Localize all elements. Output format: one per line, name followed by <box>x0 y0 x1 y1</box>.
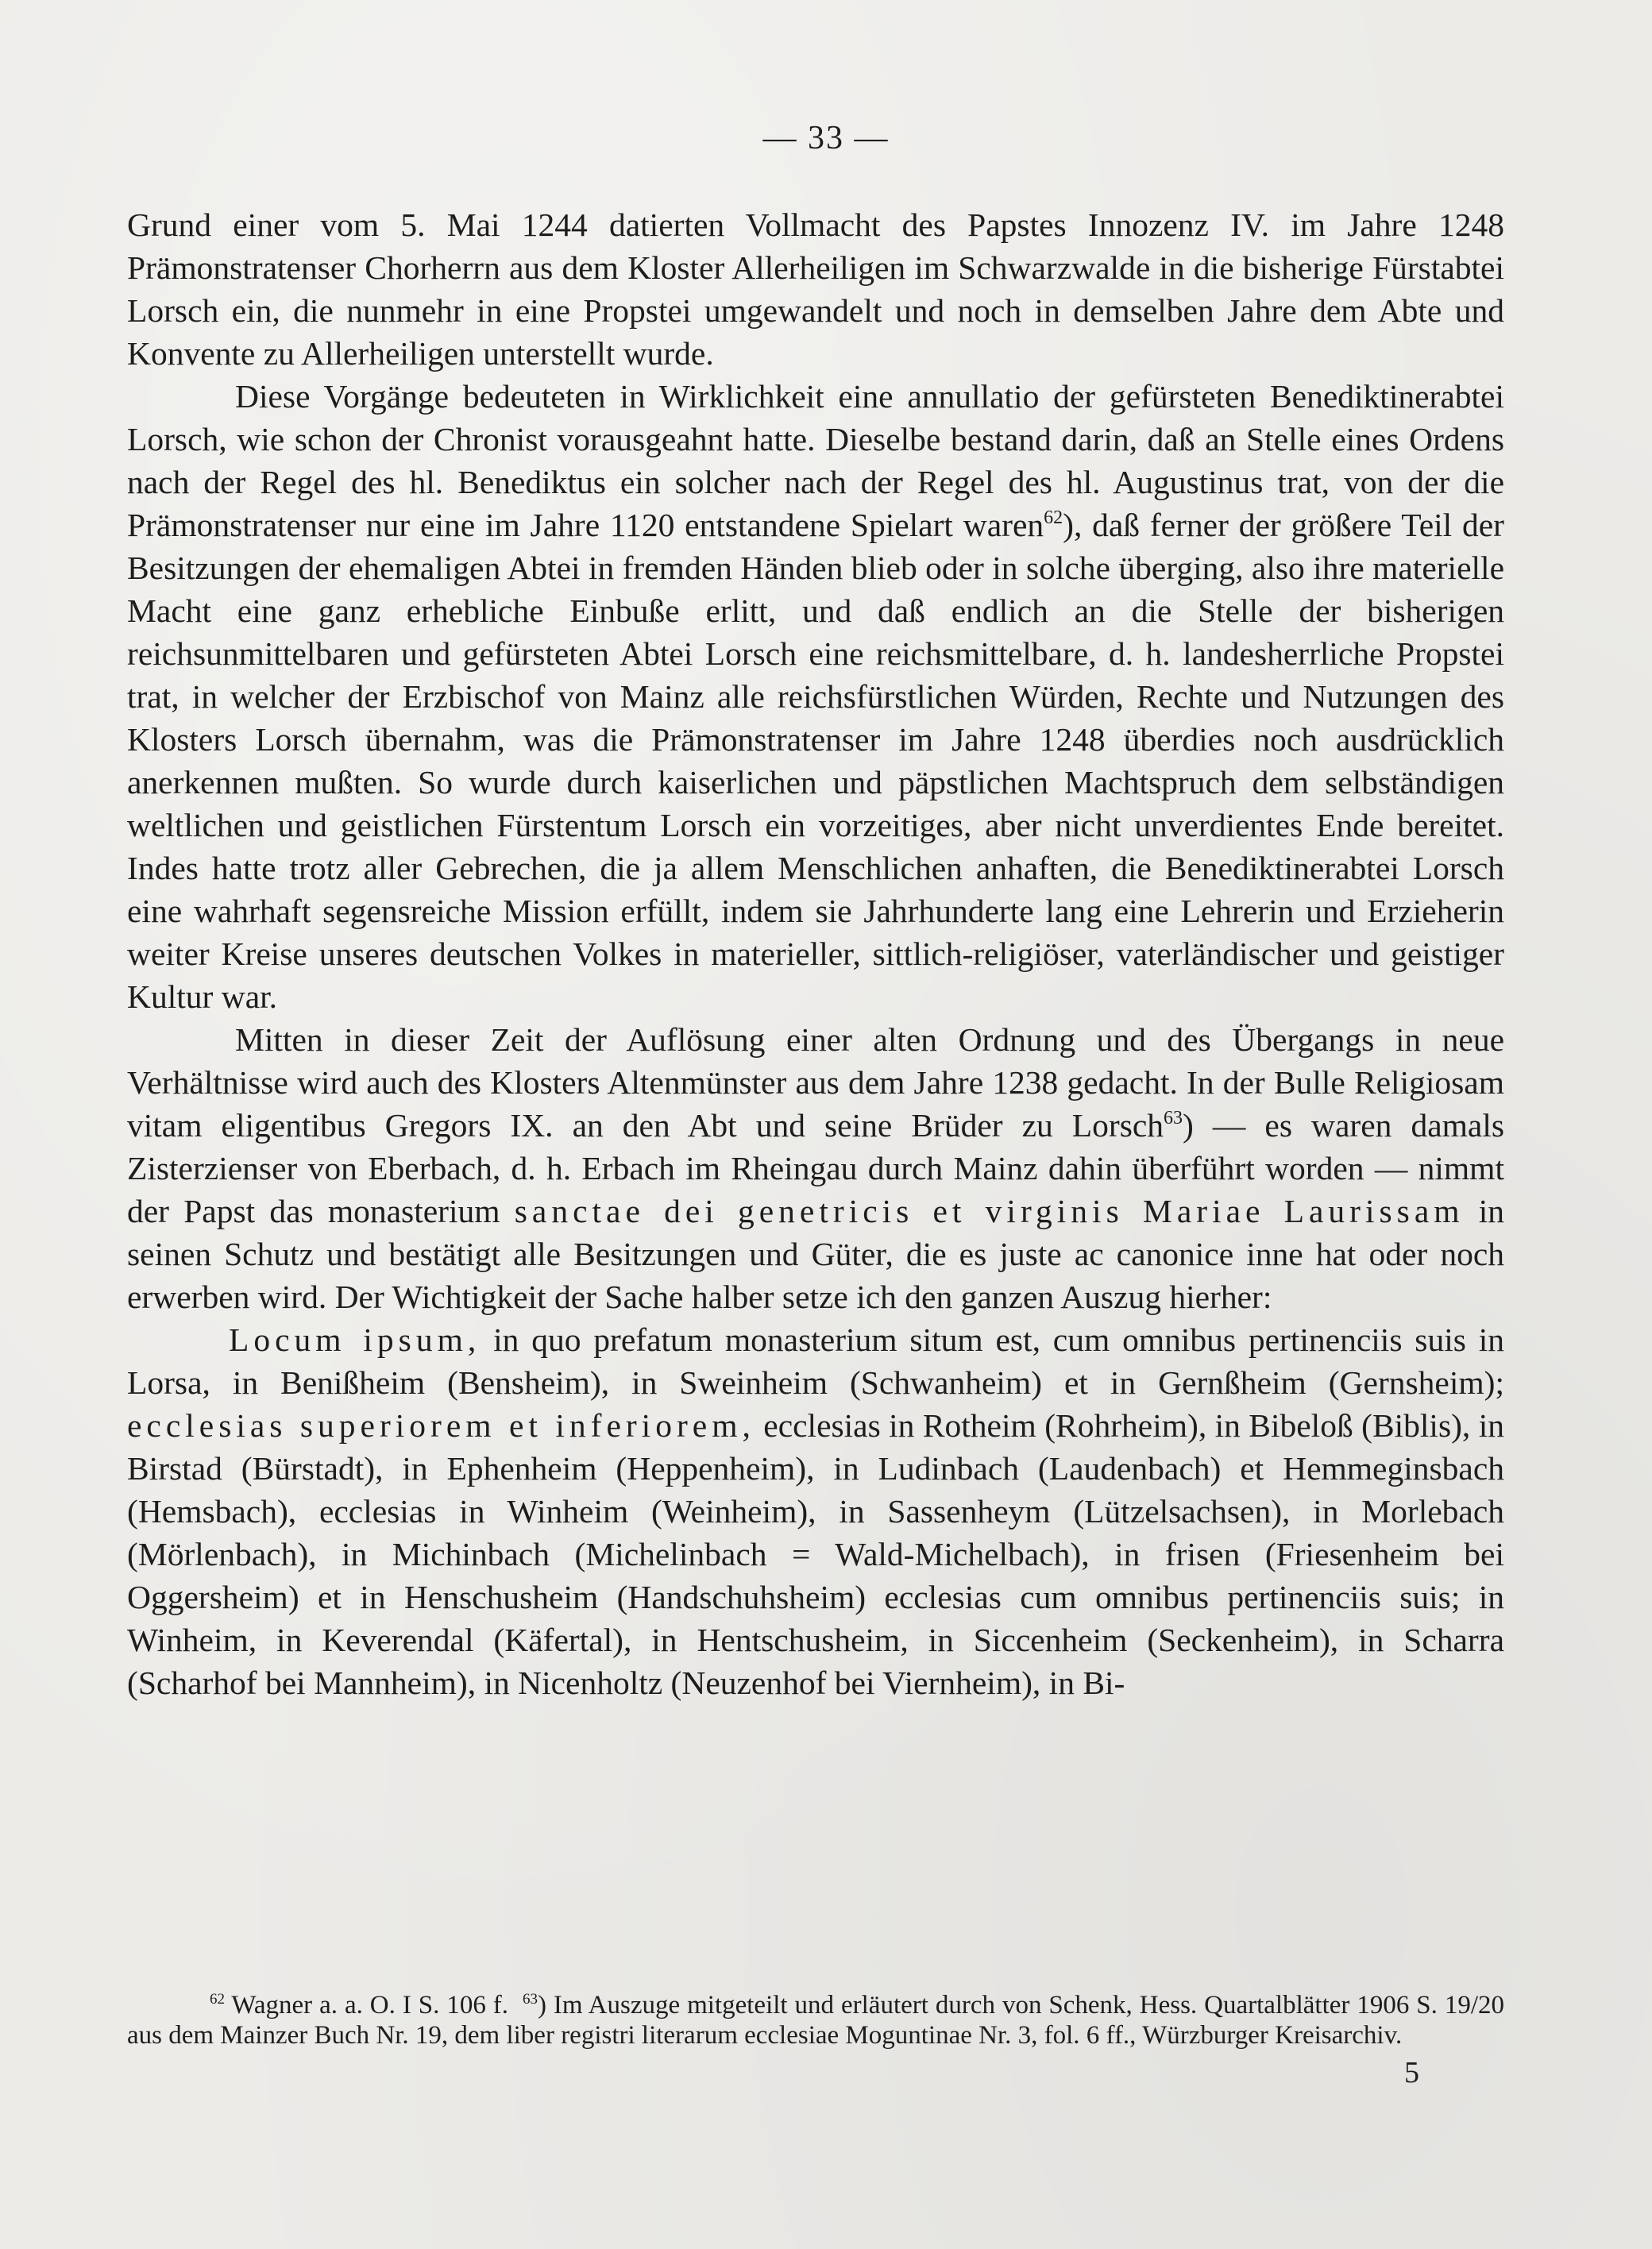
paragraph-3-part-a: Mitten in dieser Zeit der Auflösung einer alten Ordnung und des Übergangs in neue Verhältnisse wird auch des Klosters Altenmünster aus dem Jahre 1238 gedacht. In der Bulle Religiosam vitam eligentibus Gregors IX. an den Abt und seine Brüder zu Lorsch <box>127 1021 1504 1144</box>
paragraph-2-part-a: Diese Vorgänge bedeuteten in Wirklichkeit eine annullatio der gefürsteten Benediktinerabtei Lorsch, wie schon der Chronist vorausgeahnt hatte. Dieselbe bestand darin, daß an Stelle eines Ordens nach der Regel des hl. Benediktus ein solcher nach der Regel des hl. Augustinus trat, von der die Prämonstratenser nur eine im Jahre 1120 entstandene Spielart waren <box>127 378 1504 543</box>
paragraph-3 <box>127 1018 1504 1318</box>
footnotes <box>127 1990 1504 2050</box>
paragraph-2-part-b: ), daß ferner der größere Teil der Besitzungen der ehemaligen Abtei in fremden Händen blieb oder in solche überging, also ihre materielle Macht eine ganz erhebliche Einbuße erlitt, und daß endlich an die Stelle der bisherigen reichsunmittelbaren und gefürsteten Abtei Lorsch eine reichsmittelbare, d. h. landesherrliche Propstei trat, in welcher der Erzbischof von Mainz alle reichsfürstlichen Würden, Rechte und Nutzungen des Klosters Lorsch übernahm, was die Prämonstratenser im Jahre 1248 überdies noch ausdrücklich anerkennen mußten. So wurde durch kaiserlichen und päpstlichen Machtspruch dem selbständigen weltlichen und geistlichen Fürstentum Lorsch ein vorzeitiges, aber nicht unverdientes Ende bereitet. Indes hatte trotz aller Gebrechen, die ja allem Menschlichen anhaften, die Benediktinerabtei Lorsch eine wahrhaft segensreiche Mission erfüllt, indem sie Jahrhunderte lang eine Lehrerin und Erzieherin weiter Kreise unseres deutschen Volkes in materieller, sittlich-religiöser, vaterländischer und geistiger Kultur war. <box>127 507 1504 1015</box>
paragraph-3-part-b: ) — es waren damals Zisterzienser von Eberbach, d. h. Erbach im Rheingau durch Mainz dahin überführt worden — nimmt der Papst das monasterium <box>127 1107 1504 1229</box>
paragraph-4 <box>127 1318 1504 1704</box>
footnote-ref-63: 63 <box>1164 1108 1183 1128</box>
paragraph-4-part-b: ecclesias in Rotheim (Rohrheim), in Bibeloß (Biblis), in Birstad (Bürstadt), in Ephenheim (Heppenheim), in Ludinbach (Laudenbach) et Hemmeginsbach (Hemsbach), ecclesias in Winheim (Weinheim), in Sassenheym (Lützelsachsen), in Morlebach (Mörlenbach), in Michinbach (Michelinbach = Wald-Michelbach), in frisen (Friesenheim bei Oggersheim) et in Henschusheim (Handschuhsheim) ecclesias cum omnibus pertinenciis suis; in Winheim, in Keverendal (Käfertal), in Hentschusheim, in Siccenheim (Seckenheim), in Scharra (Scharhof bei Mannheim), in Nicenholtz (Neuzenhof bei Viernheim), in Bi- <box>127 1407 1505 1701</box>
footnote-ref-62: 62 <box>1044 507 1063 528</box>
paragraph-2 <box>127 375 1504 1018</box>
spaced-latin-locum: Locum ipsum, <box>229 1321 481 1358</box>
footnote-63-text: ) Im Auszuge mitgeteilt und erläutert durch von Schenk, Hess. Quartalblätter 1906 S. 19/20 aus dem Mainzer Buch Nr. 19, dem liber registri literarum ecclesiae Moguntinae Nr. 3, fol. 6 ff., Würzburger Kreisarchiv. <box>127 1991 1505 2050</box>
footnote-62-number: 62 <box>210 1991 225 2008</box>
spaced-latin-ecclesias: ecclesias superiorem et inferiorem, <box>127 1407 755 1444</box>
signature-mark: 5 <box>1404 2056 1419 2089</box>
footnote-63-number: 63 <box>522 1991 538 2008</box>
footnote-62-text: Wagner a. a. O. I S. 106 f. <box>231 1991 509 2019</box>
paragraph-4-part-a: in quo prefatum monasterium situm est, cum omnibus pertinenciis suis in Lorsa, in Benißheim (Bensheim), in Sweinheim (Schwanheim) et in Gernßheim (Gernsheim); <box>127 1321 1505 1401</box>
paragraph-1: Grund einer vom 5. Mai 1244 datierten Vollmacht des Papstes Innozenz IV. im Jahre 1248 Prämonstratenser Chorherrn aus dem Kloster Allerheiligen im Schwarzwalde in die bisherige Fürstabtei Lorsch ein, die nunmehr in eine Propstei umgewandelt und noch in demselben Jahre dem Abte und Konvente zu Allerheiligen unterstellt wurde. <box>127 206 1504 372</box>
main-text <box>127 203 1504 1704</box>
spaced-latin-phrase: sanctae dei genetricis et virginis Mariae Laurissam <box>514 1193 1465 1229</box>
footnote-block <box>127 1990 1504 2050</box>
paragraph-3-part-c: in seinen Schutz und bestätigt alle Besitzungen und Güter, die es juste ac canonice inne hat oder noch erwerben wird. Der Wichtigkeit der Sache halber setze ich den ganzen Auszug hierher: <box>127 1193 1505 1315</box>
page-number: — 33 — <box>762 120 890 156</box>
